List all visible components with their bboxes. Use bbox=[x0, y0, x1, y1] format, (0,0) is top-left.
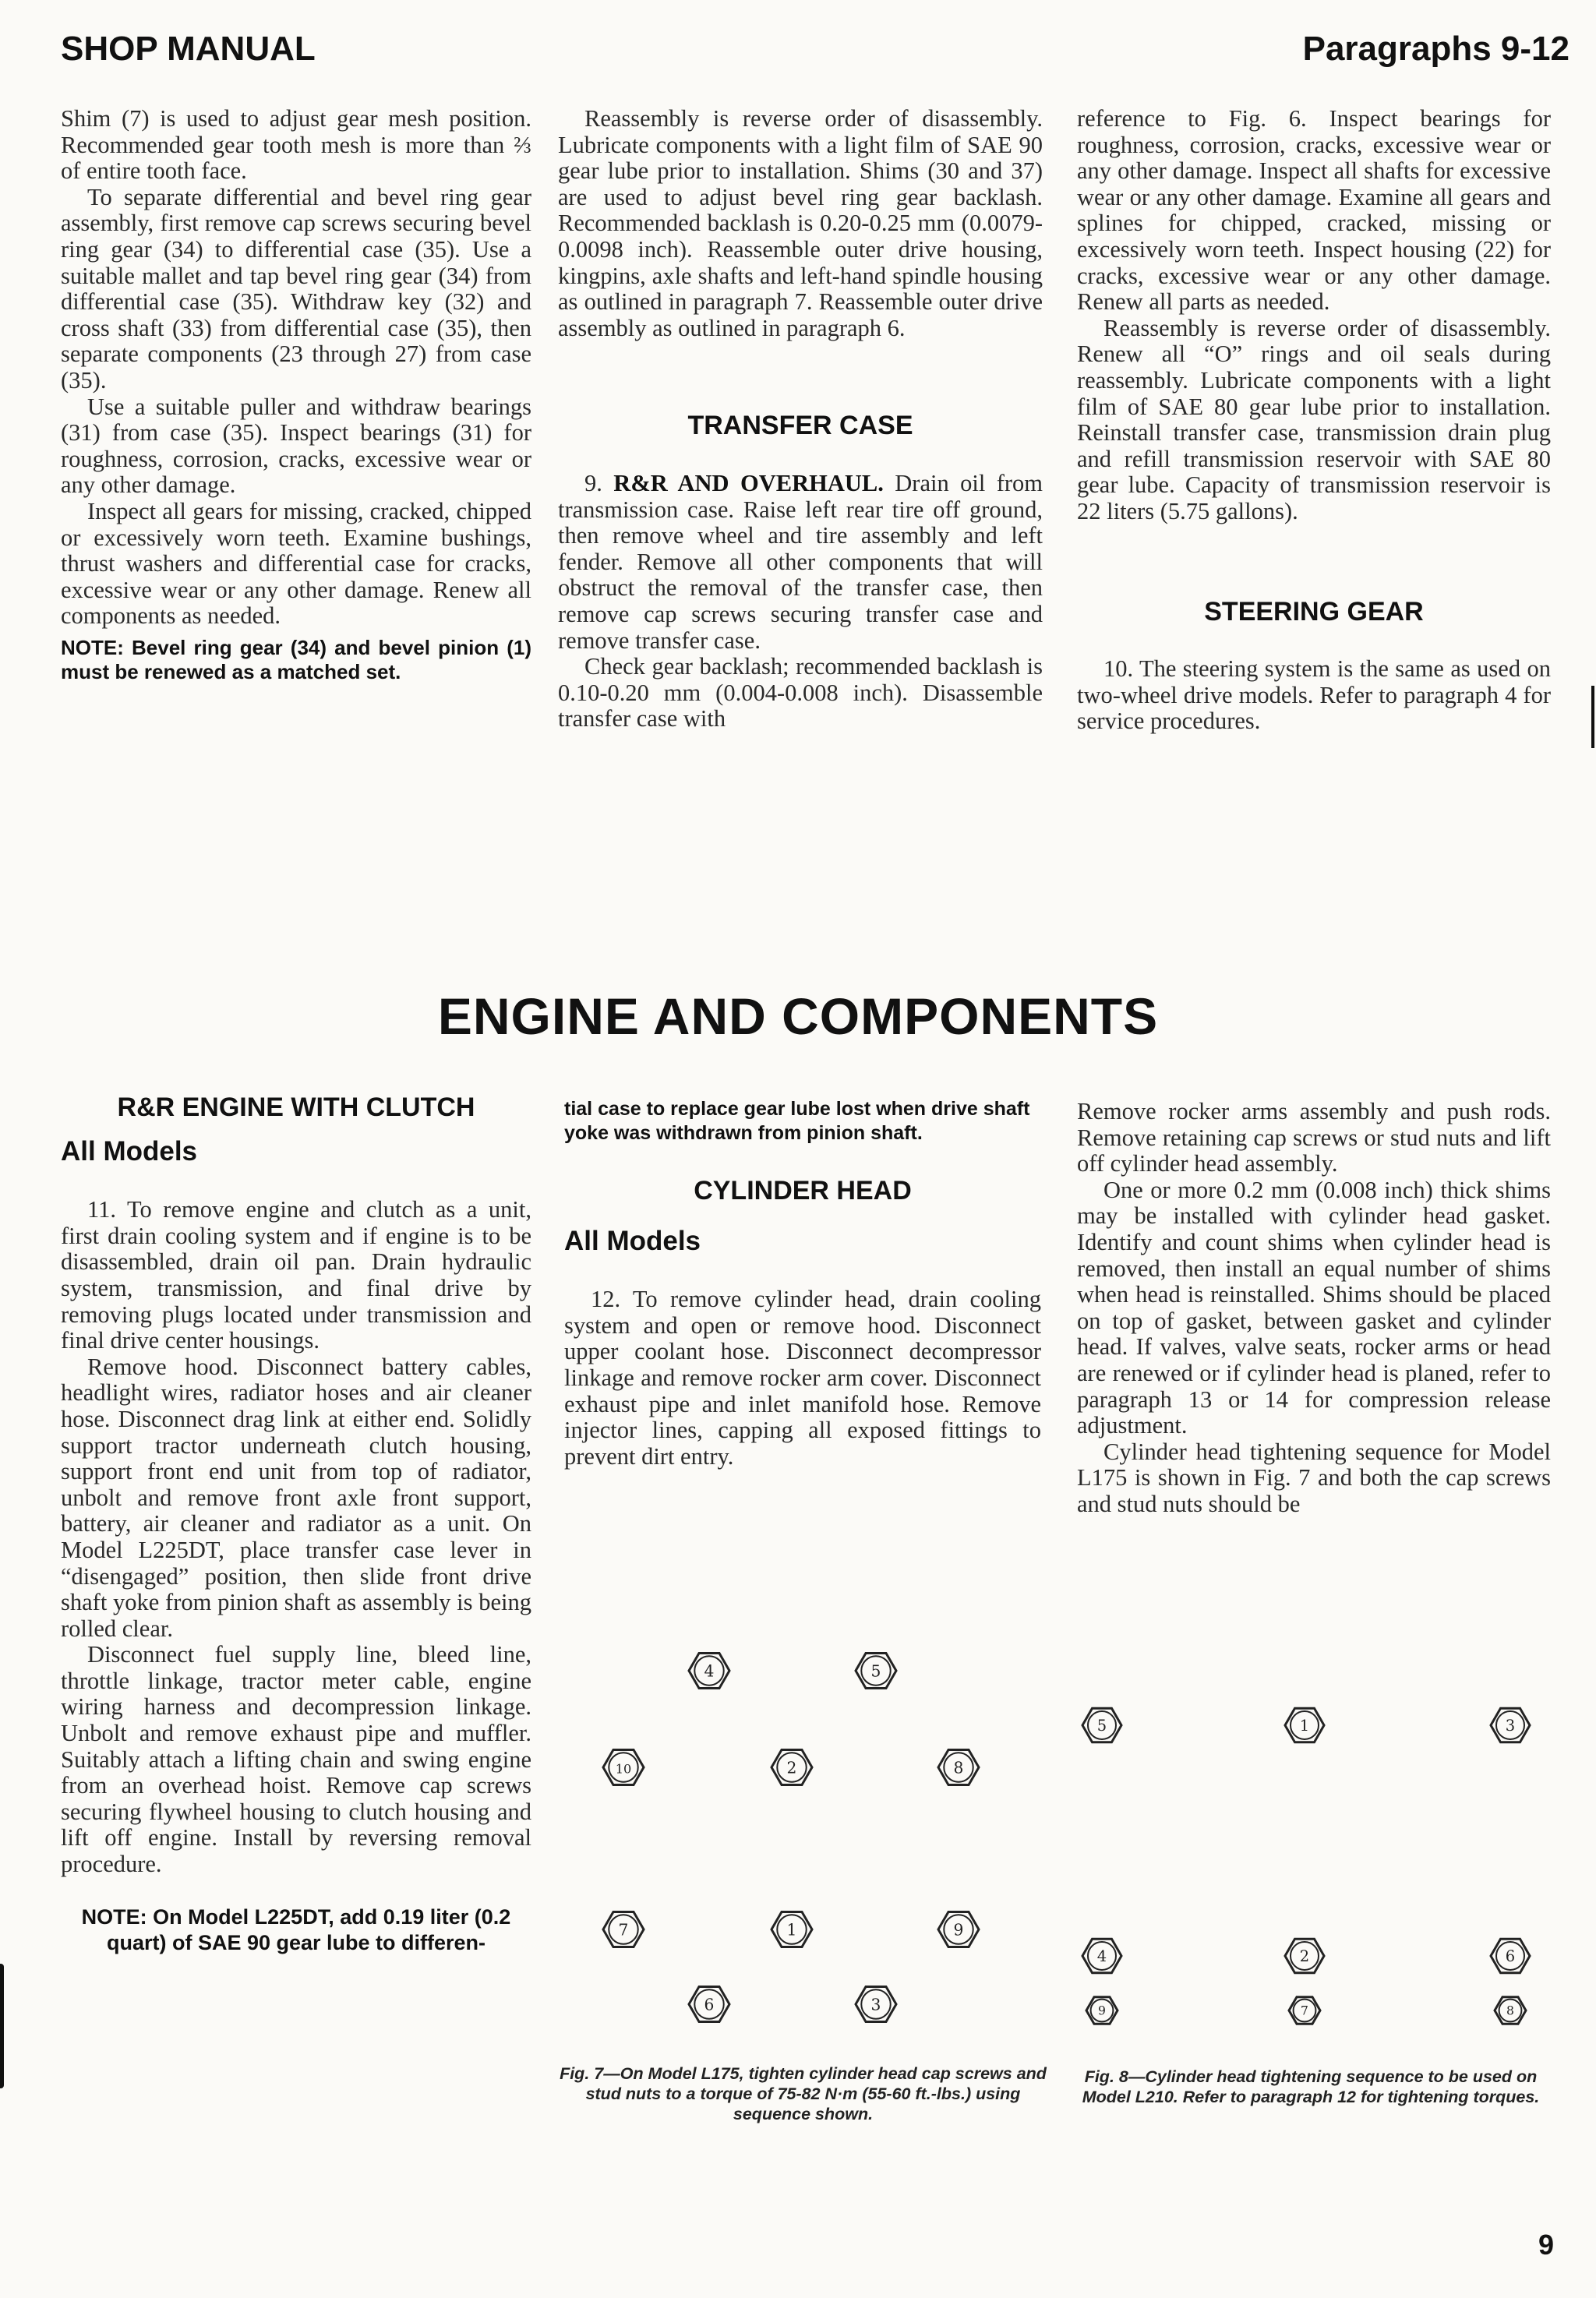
paragraph: Remove hood. Disconnect battery cables, headlight wires, radiator hoses and air cleaner hose. Disconnect drag link at either end. Solidly support tractor underneath clutch housing, support front end unit from top of radiator, unbolt and remove front axle front support, battery, air cleaner and radiator as a unit. On Model L225DT, place transfer case lever in “disengaged” position, then slide front drive shaft yoke from pinion shaft as assembly is being rolled clear. bbox=[61, 1353, 531, 1642]
figure-8-caption: Fig. 8—Cylinder head tightening sequence to be used on Model L210. Refer to paragraph 12 for tightening torques. bbox=[1082, 2067, 1540, 2106]
fig8-bolt-4 bbox=[1285, 1939, 1324, 1972]
fig7-bolt-label: 8 bbox=[953, 1758, 964, 1777]
section-heading-steering-gear: STEERING GEAR bbox=[1204, 596, 1424, 627]
fig8-bolt-label: 3 bbox=[1505, 1717, 1516, 1735]
figure-7-caption: Fig. 7—On Model L175, tighten cylinder head cap screws and stud nuts to a torque of 75-82 N·m (55-60 ft.-lbs.) using sequence shown. bbox=[560, 2064, 1047, 2123]
scan-edge-mark bbox=[0, 1964, 4, 2088]
fig7-bolt-label: 7 bbox=[618, 1920, 629, 1940]
fig7-bolt-label: 4 bbox=[704, 1661, 715, 1681]
subheading-all-models: All Models bbox=[61, 1135, 198, 1167]
scan-edge-mark bbox=[1591, 686, 1594, 748]
note: NOTE: Bevel ring gear (34) and bevel pinion (1) must be renewed as a matched set. bbox=[61, 635, 531, 683]
section-title: ENGINE AND COMPONENTS bbox=[437, 987, 1159, 1045]
fig8-bolt-label: 7 bbox=[1301, 2003, 1308, 2018]
fig8-bolt-label: 1 bbox=[1299, 1717, 1310, 1735]
fig8-bolt-8 bbox=[1495, 1997, 1526, 2024]
fig8-bolt-label: 8 bbox=[1506, 2003, 1514, 2018]
paragraph: 12. To remove cylinder head, drain cooling system and open or remove hood. Disconnect upper coolant hose. Disconnect decompressor linkage and remove rocker arm cover. Disconnect exhaust pipe and inlet manifold hose. Remove injector lines, capping all exposed fittings to prevent dirt entry. bbox=[564, 1286, 1041, 1470]
top-column-2 bbox=[558, 106, 1043, 732]
fig8-bolt-label: 5 bbox=[1096, 1717, 1107, 1735]
fig7-bolt-label: 1 bbox=[786, 1920, 797, 1940]
bottom-column-2 bbox=[564, 1097, 1041, 1470]
fig8-bolt-label: 2 bbox=[1299, 1947, 1310, 1965]
paragraph: 9. R&R AND OVERHAUL. Drain oil from transmission case. Raise left rear tire off ground, then remove wheel and tire assembly and left fender. Remove all other components that will obstruct the removal of the transfer case, then remove cap screws securing transfer case and remove transfer case. bbox=[558, 469, 1043, 654]
fig7-bolt-label: 2 bbox=[786, 1758, 797, 1777]
fig8-bolt-3 bbox=[1082, 1939, 1121, 1972]
section-heading-rr-engine: R&R ENGINE WITH CLUTCH bbox=[117, 1093, 475, 1122]
fig8-bolt-2 bbox=[1491, 1708, 1530, 1742]
fig7-bolt-0 bbox=[689, 1654, 729, 1689]
running-header-left: SHOP MANUAL bbox=[61, 30, 316, 68]
section-heading-cylinder-head: CYLINDER HEAD bbox=[694, 1176, 912, 1205]
fig7-bolt-2 bbox=[603, 1750, 644, 1785]
note: tial case to replace gear lube lost when drive shaft yoke was withdrawn from pinion shaft. bbox=[564, 1098, 1030, 1144]
fig7-bolt-3 bbox=[772, 1750, 812, 1785]
paragraph: 10. The steering system is the same as used on two-wheel drive models. Refer to paragraph 4 for service procedures. bbox=[1077, 655, 1551, 735]
fig8-bolt-7 bbox=[1289, 1997, 1320, 2024]
top-column-3 bbox=[1077, 106, 1551, 735]
bottom-column-3 bbox=[1077, 1099, 1551, 1518]
paragraph: Reassembly is reverse order of disassembly. Renew all “O” rings and oil seals during reassembly. Lubricate components with a light film of SAE 80 gear lube prior to installation. Reinstall transfer case, transmission drain plug and refill transmission reservoir with SAE 80 gear lube. Capacity of transmission reservoir is 22 liters (5.75 gallons). bbox=[1077, 314, 1551, 524]
fig7-bolt-label: 6 bbox=[704, 1995, 715, 2014]
fig8-bolt-0 bbox=[1082, 1708, 1121, 1742]
fig7-bolt-6 bbox=[772, 1912, 812, 1947]
fig7-bolt-8 bbox=[689, 1987, 729, 2022]
fig7-bolt-label: 3 bbox=[870, 1995, 881, 2014]
fig7-bolt-1 bbox=[856, 1654, 896, 1689]
fig8-bolt-5 bbox=[1491, 1939, 1530, 1972]
paragraph: Cylinder head tightening sequence for Model L175 is shown in Fig. 7 and both the cap screws and stud nuts should be bbox=[1077, 1438, 1551, 1517]
fig7-bolt-5 bbox=[603, 1912, 644, 1947]
fig7-bolt-7 bbox=[938, 1912, 979, 1947]
fig8-bolt-label: 4 bbox=[1096, 1947, 1107, 1965]
paragraph: Check gear backlash; recommended backlash is 0.10-0.20 mm (0.004-0.008 inch). Disassemble transfer case with bbox=[558, 653, 1043, 732]
paragraph: To separate differential and bevel ring gear assembly, first remove cap screws securing bevel ring gear (34) to differential case (35). Use a suitable mallet and tap bevel ring gear (34) from differential case (35). Withdraw key (32) and cross shaft (33) from differential case (35), then separate components (23 through 27) from case (35). bbox=[61, 183, 531, 394]
subheading-all-models: All Models bbox=[564, 1225, 701, 1256]
paragraph: Disconnect fuel supply line, bleed line, throttle linkage, tractor meter cable, engine wiring harness and decompression linkage. Unbolt and remove exhaust pipe and muffler. Suitably attach a lifting chain and swing engine from an overhead hoist. Remove cap screws securing flywheel housing to clutch housing and lift off engine. Install by reversing removal procedure. bbox=[61, 1641, 531, 1878]
fig7-bolt-label: 5 bbox=[870, 1661, 881, 1681]
running-header-right: Paragraphs 9-12 bbox=[1302, 30, 1570, 68]
paragraph: reference to Fig. 6. Inspect bearings for roughness, corrosion, cracks, excessive wear or any other damage. Inspect all shafts for excessive wear or any other damage. Examine all gears and splines for chipped, cracked, missing or excessively worn teeth. Inspect housing (22) for cracks, excessive wear or any other damage. Renew all parts as needed. bbox=[1077, 105, 1551, 316]
fig8-bolt-6 bbox=[1086, 1997, 1118, 2024]
bottom-column-1 bbox=[61, 1095, 531, 1956]
fig8-bolt-label: 9 bbox=[1098, 2003, 1106, 2018]
top-column-1 bbox=[61, 106, 531, 684]
fig8-bolt-1 bbox=[1285, 1708, 1324, 1742]
section-heading-transfer-case: TRANSFER CASE bbox=[687, 411, 913, 441]
fig8-bolt-label: 6 bbox=[1505, 1947, 1516, 1965]
paragraph: Remove rocker arms assembly and push rods. Remove retaining cap screws or stud nuts and lift off cylinder head assembly. bbox=[1077, 1098, 1551, 1177]
paragraph: Use a suitable puller and withdraw bearings (31) from case (35). Inspect bearings (31) for roughness, corrosion, cracks, excessive wear or any other damage. bbox=[61, 393, 531, 499]
fig7-bolt-label: 10 bbox=[615, 1761, 632, 1777]
paragraph: Shim (7) is used to adjust gear mesh position. Recommended gear tooth mesh is more than ⅔ of entire tooth face. bbox=[61, 105, 531, 185]
fig7-bolt-4 bbox=[938, 1750, 979, 1785]
paragraph: 11. To remove engine and clutch as a unit, first drain cooling system and if engine is to be disassembled, drain oil pan. Drain hydraulic system, transmission, and final drive by removing plugs located under transmission and final drive center housings. bbox=[61, 1196, 531, 1354]
paragraph: Inspect all gears for missing, cracked, chipped or excessively worn teeth. Examine bushings, thrust washers and differential case for cracks, excessive wear or any other damage. Renew all components as needed. bbox=[61, 497, 531, 630]
paragraph: One or more 0.2 mm (0.008 inch) thick shims may be installed with cylinder head gasket. Identify and count shims when cylinder head is removed, then install an equal number of shims when head is reinstalled. Shims should be placed on top of gasket, between gasket and cylinder head. If valves, valve seats, rocker arms or head are renewed or if cylinder head is planed, refer to paragraph 13 or 14 for compression release adjustment. bbox=[1077, 1176, 1551, 1439]
fig7-bolt-label: 9 bbox=[953, 1920, 964, 1940]
paragraph: Reassembly is reverse order of disassembly. Lubricate components with a light film of SAE 90 gear lube prior to installation. Shims (30 and 37) are used to adjust bevel ring gear backlash. Recommended backlash is 0.20-0.25 mm (0.0079-0.0098 inch). Reassemble outer drive housing, kingpins, axle shafts and left-hand spindle housing as outlined in paragraph 7. Reassemble outer drive assembly as outlined in paragraph 6. bbox=[558, 105, 1043, 341]
page-number: 9 bbox=[1538, 2229, 1554, 2261]
fig7-bolt-9 bbox=[856, 1987, 896, 2022]
figure-7-bolt-sequence bbox=[564, 1621, 1047, 2026]
note: NOTE: On Model L225DT, add 0.19 liter (0.2 quart) of SAE 90 gear lube to differen- bbox=[81, 1904, 511, 1954]
